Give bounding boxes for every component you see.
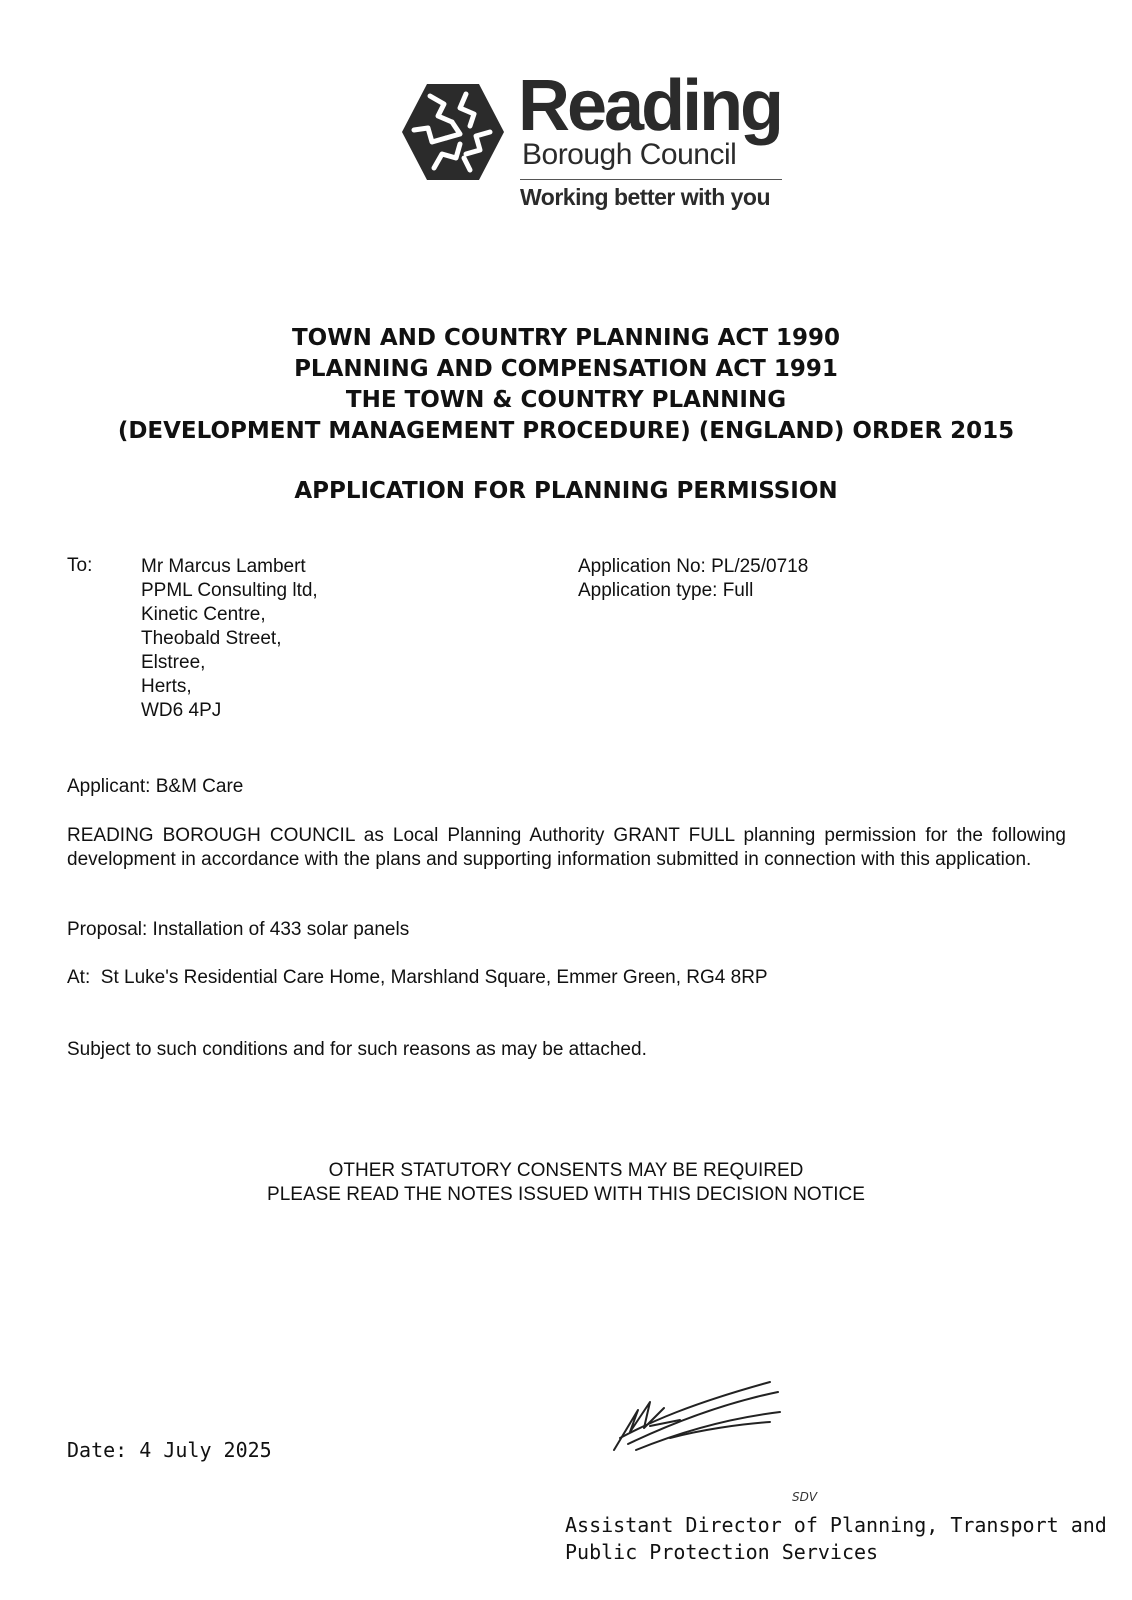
proposal: Proposal: Installation of 433 solar panels	[67, 919, 410, 940]
act-line: THE TOWN & COUNTRY PLANNING	[345, 387, 787, 413]
logo-divider	[520, 179, 782, 180]
note-line: OTHER STATUTORY CONSENTS MAY BE REQUIRED	[328, 1160, 804, 1181]
address-line: Herts,	[141, 676, 192, 697]
act-line: (DEVELOPMENT MANAGEMENT PROCEDURE) (ENGLAND) ORDER 2015	[117, 418, 1015, 444]
signatory-initials: SDV	[792, 1490, 818, 1504]
signatory-title	[565, 1512, 1107, 1566]
decision-date: Date: 4 July 2025	[67, 1438, 272, 1462]
signature	[610, 1380, 800, 1460]
act-line: TOWN AND COUNTRY PLANNING ACT 1990	[291, 325, 841, 351]
conditions-statement: Subject to such conditions and for such reasons as may be attached.	[67, 1039, 647, 1060]
application-details	[578, 555, 808, 603]
legislation-heading	[0, 323, 1132, 447]
statutory-notes	[0, 1159, 1132, 1207]
document-title: APPLICATION FOR PLANNING PERMISSION	[294, 478, 838, 504]
council-logo	[400, 66, 800, 218]
act-line: PLANNING AND COMPENSATION ACT 1991	[294, 356, 838, 382]
address-line: PPML Consulting ltd,	[141, 580, 318, 601]
address-line: Kinetic Centre,	[141, 604, 266, 625]
application-type: Application type: Full	[578, 580, 754, 601]
grant-statement: READING BOROUGH COUNCIL as Local Planning Authority GRANT FULL planning permission for the following development in accordance with the plans and supporting information submitted in connection with this application.	[67, 825, 1066, 870]
logo-tagline: Working better with you	[520, 184, 771, 210]
address-line: Theobald Street,	[141, 628, 282, 649]
applicant: Applicant: B&M Care	[67, 776, 244, 797]
council-emblem-icon	[400, 82, 506, 182]
signatory-line: Public Protection Services	[565, 1540, 879, 1564]
address-line: WD6 4PJ	[141, 700, 222, 721]
signatory-line: Assistant Director of Planning, Transport and	[565, 1513, 1107, 1537]
recipient-address	[141, 555, 318, 723]
logo-title: Reading	[518, 66, 782, 146]
application-number: Application No: PL/25/0718	[578, 556, 809, 577]
site-address: At: St Luke's Residential Care Home, Marshland Square, Emmer Green, RG4 8RP	[67, 967, 768, 988]
address-line: Elstree,	[141, 652, 206, 673]
to-label: To:	[67, 555, 93, 576]
logo-subtitle: Borough Council	[522, 138, 737, 171]
address-line: Mr Marcus Lambert	[141, 556, 306, 577]
note-line: PLEASE READ THE NOTES ISSUED WITH THIS DECISION NOTICE	[267, 1184, 865, 1205]
